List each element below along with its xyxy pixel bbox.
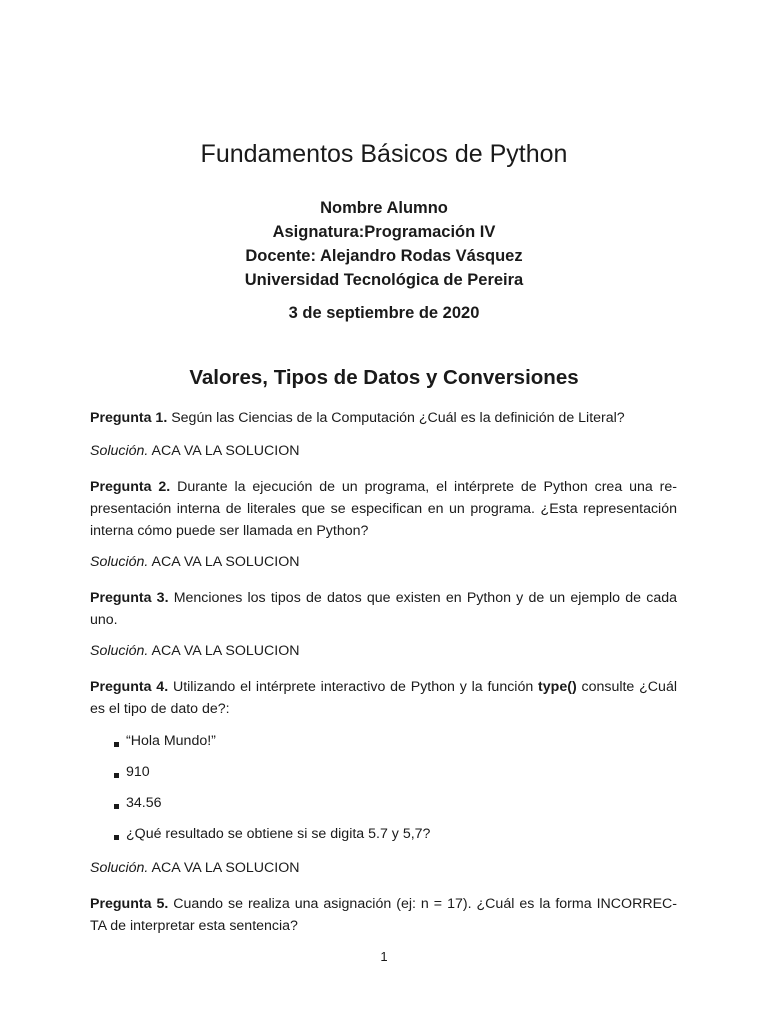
- document-title: Fundamentos Básicos de Python: [200, 140, 568, 168]
- solution-label: Solución.: [90, 860, 149, 876]
- solution-label: Solución.: [90, 554, 149, 570]
- question-5: [90, 893, 677, 937]
- list-item: ¿Qué resultado se obtiene si se digita 5.7 y 5,7?: [90, 823, 677, 854]
- university-name: Universidad Tecnológica de Pereira: [244, 271, 524, 289]
- solution-4: [90, 857, 677, 879]
- document-date: 3 de septiembre de 2020: [288, 304, 480, 322]
- document-meta: [0, 196, 768, 325]
- list-item: 910: [90, 761, 677, 792]
- teacher-name: Docente: Alejandro Rodas Vásquez: [245, 247, 523, 265]
- student-name: Nombre Alumno: [320, 199, 448, 217]
- question-label: Pregunta 5.: [90, 896, 169, 912]
- question-text: Cuando se realiza una asignación (ej: n = 17). ¿Cuál es la forma INCORREC-TA de interpretar esta sentencia?: [90, 896, 677, 934]
- page-number: 1: [380, 949, 388, 964]
- question-text: Según las Ciencias de la Computación ¿Cuál es la definición de Literal?: [167, 410, 625, 426]
- question-4-items: [90, 730, 677, 854]
- question-text: consulte ¿Cuál es el tipo de dato de?:: [90, 679, 677, 717]
- course-name: Asignatura:Programación IV: [272, 223, 496, 241]
- questions-list: [90, 407, 677, 937]
- section-title: Valores, Tipos de Datos y Conversiones: [189, 366, 579, 389]
- question-label: Pregunta 2.: [90, 479, 171, 495]
- bullet-icon: [114, 742, 119, 747]
- solution-text: ACA VA LA SOLUCION: [148, 443, 300, 459]
- solution-text: ACA VA LA SOLUCION: [148, 643, 300, 659]
- solution-2: [90, 551, 677, 573]
- list-item: 34.56: [90, 792, 677, 823]
- solution-text: ACA VA LA SOLUCION: [148, 860, 300, 876]
- solution-3: [90, 640, 677, 662]
- question-2: [90, 476, 677, 542]
- question-text: Menciones los tipos de datos que existen en Python y de un ejemplo de cada uno.: [90, 590, 677, 628]
- list-item: “Hola Mundo!”: [90, 730, 677, 761]
- solution-1: [90, 440, 677, 462]
- question-label: Pregunta 3.: [90, 590, 169, 606]
- solution-label: Solución.: [90, 643, 149, 659]
- question-label: Pregunta 1.: [90, 410, 168, 426]
- code-keyword: type(): [538, 679, 577, 695]
- question-3: [90, 587, 677, 631]
- question-label: Pregunta 4.: [90, 679, 169, 695]
- question-4: [90, 676, 677, 720]
- solution-text: ACA VA LA SOLUCION: [148, 554, 300, 570]
- bullet-icon: [114, 835, 119, 840]
- question-1: [90, 407, 677, 429]
- question-text: Durante la ejecución de un programa, el intérprete de Python crea una re-presentación interna de literales que se especifican en un programa. ¿Esta representación interna cómo puede ser llamada en Python?: [90, 479, 678, 539]
- bullet-icon: [114, 773, 119, 778]
- solution-label: Solución.: [90, 443, 149, 459]
- question-text: Utilizando el intérprete interactivo de Python y la función: [168, 679, 539, 695]
- bullet-icon: [114, 804, 119, 809]
